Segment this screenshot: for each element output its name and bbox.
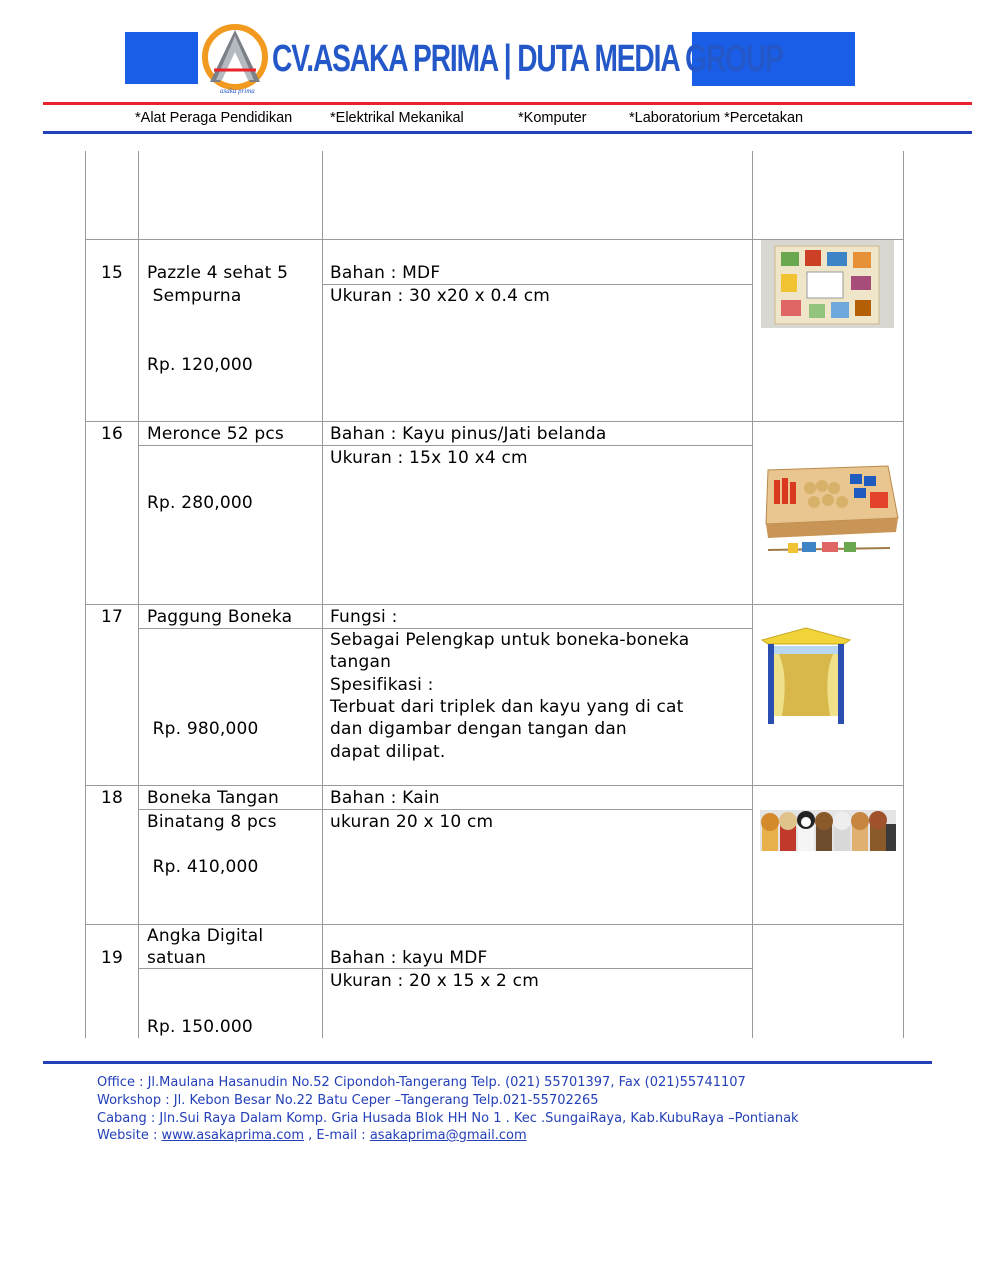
company-logo-icon — [200, 22, 270, 96]
row-number: 17 — [101, 607, 124, 627]
product-spec: Spesifikasi : — [330, 675, 434, 695]
website-link[interactable]: www.asakaprima.com — [161, 1128, 305, 1143]
product-name: Pazzle 4 sehat 5 — [147, 263, 289, 283]
product-name: Angka Digital — [147, 926, 264, 946]
product-spec: Bahan : Kayu pinus/Jati belanda — [330, 424, 607, 444]
product-spec: Bahan : Kain — [330, 788, 440, 808]
company-name: CV.ASAKA PRIMA | DUTA MEDIA GROUP — [272, 38, 783, 80]
website-label: Website : — [97, 1128, 162, 1143]
product-price: Rp. 150.000 — [147, 1017, 253, 1037]
product-spec: ukuran 20 x 10 cm — [330, 812, 494, 832]
product-spec: Terbuat dari triplek dan kayu yang di cat — [330, 697, 684, 717]
footer-workshop: Workshop : Jl. Kebon Besar No.22 Batu Ceper –Tangerang Telp.021-55702265 — [97, 1093, 599, 1108]
header-blue-rule — [43, 131, 972, 134]
product-spec: Ukuran : 20 x 15 x 2 cm — [330, 971, 539, 991]
footer-contact — [97, 1127, 527, 1145]
category-elektrikal: *Elektrikal Mekanikal — [330, 110, 464, 126]
row-number: 19 — [101, 948, 124, 968]
product-spec: Ukuran : 30 x20 x 0.4 cm — [330, 286, 550, 306]
product-spec: dan digambar dengan tangan dan — [330, 719, 627, 739]
product-name: satuan — [147, 948, 207, 968]
product-spec: tangan — [330, 652, 392, 672]
puppet-stage-image — [760, 626, 853, 728]
email-label: , E-mail : — [304, 1128, 370, 1143]
logo-caption: asaka prima — [220, 87, 255, 95]
header-blue-bar-left — [125, 32, 198, 84]
product-price: Rp. 120,000 — [147, 355, 253, 375]
product-name: Meronce 52 pcs — [147, 424, 284, 444]
product-spec: Bahan : kayu MDF — [330, 948, 488, 968]
bead-box-image — [758, 458, 900, 564]
product-name: Binatang 8 pcs — [147, 812, 277, 832]
category-laboratorium: *Laboratorium *Percetakan — [629, 110, 804, 126]
row-number: 16 — [101, 424, 124, 444]
product-name: Paggung Boneka — [147, 607, 293, 627]
header-red-rule — [43, 102, 972, 105]
row-number: 15 — [101, 263, 124, 283]
product-price: Rp. 980,000 — [147, 719, 259, 739]
product-name: Sempurna — [147, 286, 242, 306]
product-price: Rp. 280,000 — [147, 493, 253, 513]
product-price: Rp. 410,000 — [147, 857, 259, 877]
puzzle-board-image — [761, 240, 894, 328]
product-name: Boneka Tangan — [147, 788, 280, 808]
category-alat-peraga: *Alat Peraga Pendidikan — [135, 110, 293, 126]
product-spec: Fungsi : — [330, 607, 398, 627]
footer-cabang: Cabang : Jln.Sui Raya Dalam Komp. Gria Husada Blok HH No 1 . Kec .SungaiRaya, Kab.KubuRaya –Pontianak — [97, 1111, 799, 1126]
product-spec: dapat dilipat. — [330, 742, 446, 762]
footer-blue-rule — [43, 1061, 932, 1064]
product-spec: Sebagai Pelengkap untuk boneka-boneka — [330, 630, 690, 650]
footer-office: Office : Jl.Maulana Hasanudin No.52 Cipondoh-Tangerang Telp. (021) 55701397, Fax (021)55741107 — [97, 1075, 746, 1090]
product-spec: Ukuran : 15x 10 x4 cm — [330, 448, 528, 468]
hand-puppets-image — [760, 810, 896, 851]
product-spec: Bahan : MDF — [330, 263, 441, 283]
row-number: 18 — [101, 788, 124, 808]
email-link[interactable]: asakaprima@gmail.com — [369, 1128, 527, 1143]
category-komputer: *Komputer — [518, 110, 587, 126]
